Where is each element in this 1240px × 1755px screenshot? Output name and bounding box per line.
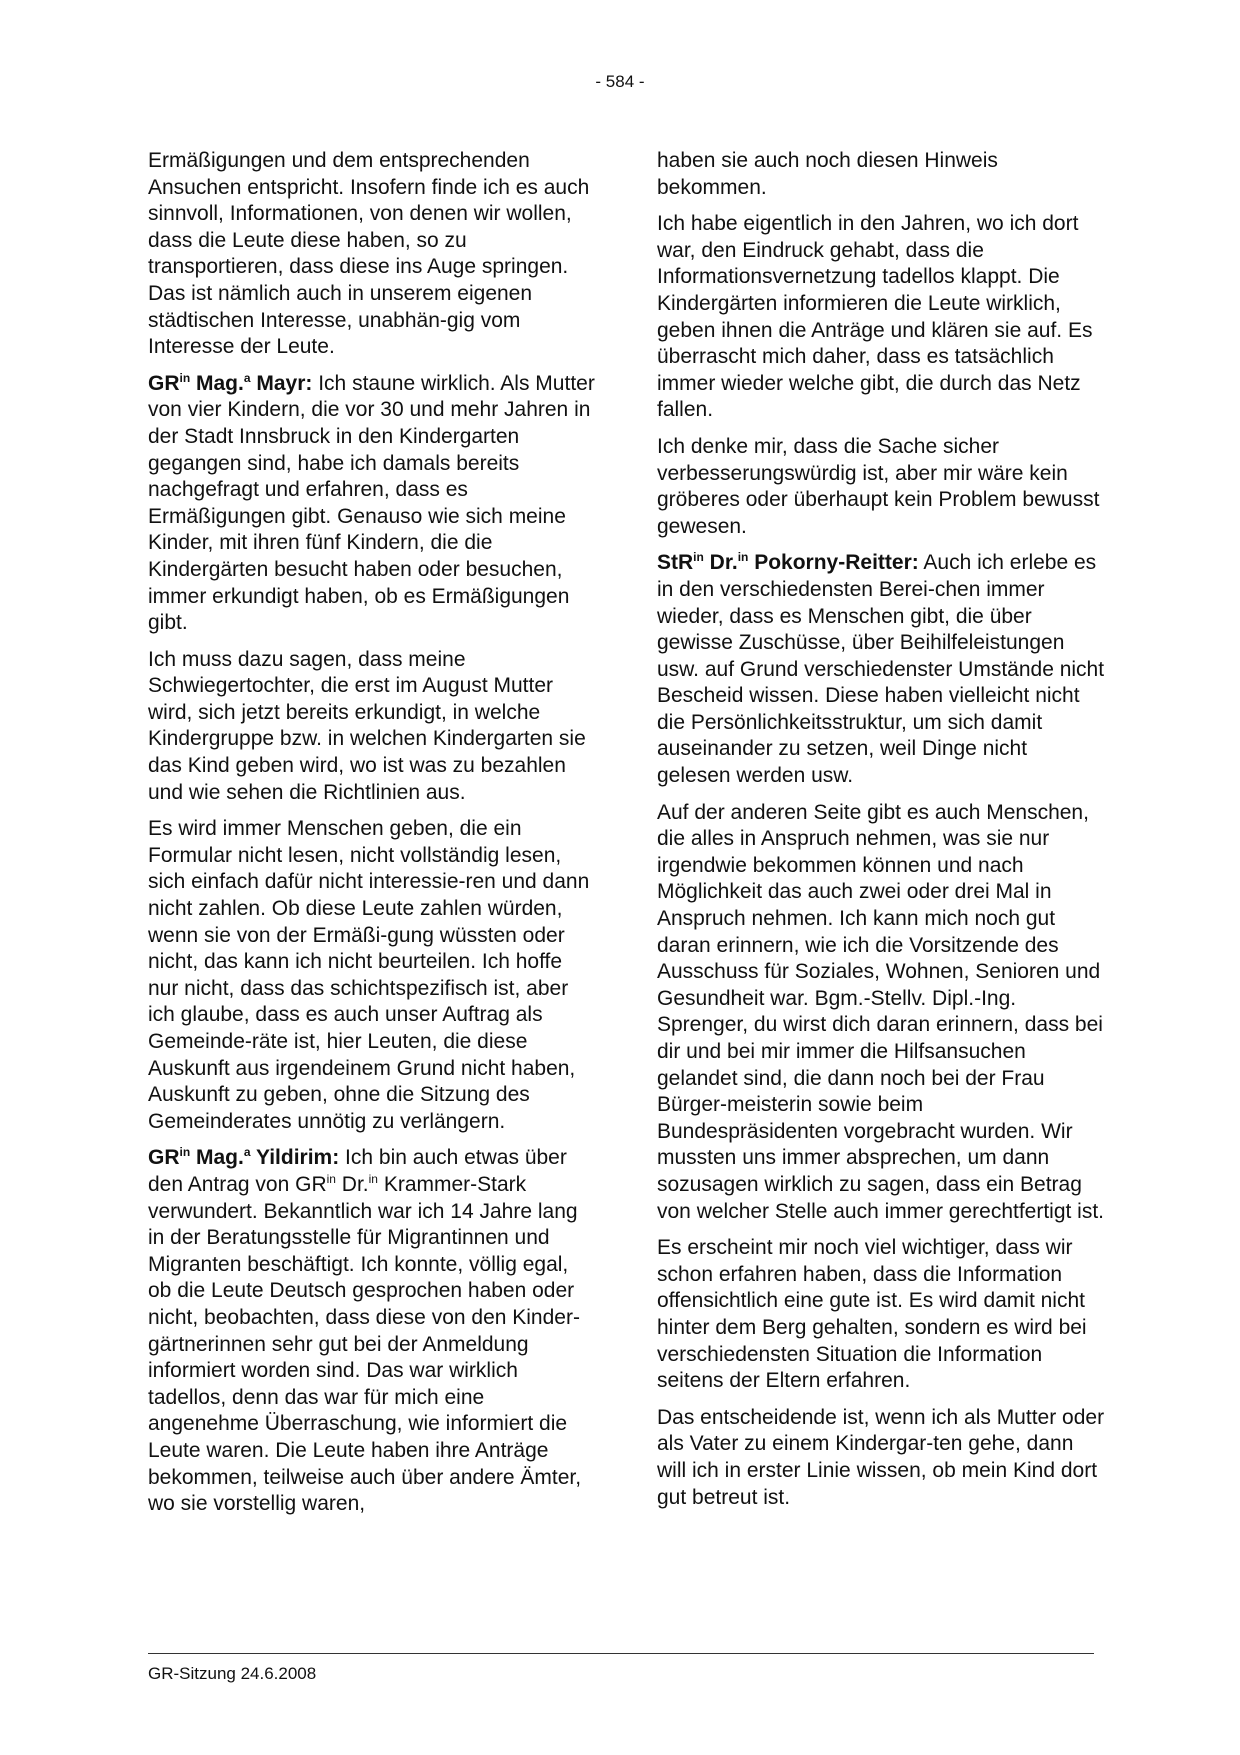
paragraph: Ermäßigungen und dem entsprechenden Ansuchen entspricht. Insofern finde ich es auch sinnvoll, Informationen, von denen wir wollen, dass die Leute diese haben, so zu transportieren, dass diese ins Auge springen. Das ist nämlich auch in unserem eigenen städtischen Interesse, unabhän-gig vom Interesse der Leute.: [148, 149, 590, 359]
left-column: [148, 148, 596, 1528]
speech-text: Auch ich erlebe es in den verschiedensten Berei-chen immer wieder, dass es Menschen gibt, die über gewisse Zuschüsse, über Beihilfeleistungen usw. auf Grund verschiedenster Umstände nicht Bescheid wissen. Diese haben vielleicht nicht die Persönlichkeitsstruktur, um sich damit auseinander zu setzen, weil Dinge nicht gelesen werden usw.: [657, 551, 1105, 788]
speech-text: Ich staune wirklich. Als Mutter von vier Kindern, die vor 30 und mehr Jahren in der Stadt Innsbruck in den Kindergarten gegangen sind, habe ich damals bereits nachgefragt und erfahren, dass es Ermäßigungen gibt. Genauso wie sich meine Kinder, mit ihren fünf Kindern, die die Kindergärten besucht haben oder besuchen, immer erkundigt haben, ob es Ermäßigungen gibt.: [148, 371, 595, 635]
paragraph: Ich denke mir, dass die Sache sicher verbesserungswürdig ist, aber mir wäre kein gröberes oder überhaupt kein Problem bewusst gewesen.: [657, 434, 1100, 538]
speech-text: Ich bin auch etwas über den Antrag von $GR^{in}$ Dr.$^{in}$ Krammer-Stark verwundert. Bekanntlich war ich 14 Jahre lang in der Beratungsstelle für Migrantinnen und Migranten beschäftigt. Ich konnte, völlig egal, ob die Leute Deutsch gesprochen haben oder nicht, beobachten, dass diese von den Kinder-gärtnerinnen sehr gut bei der Anmeldung informiert worden sind. Das war wirklich tadellos, denn das war für mich eine angenehme Überraschung, wie informiert die Leute waren. Die Leute haben ihre Anträge bekommen, teilweise auch über andere Ämter, wo sie vorstellig waren,: [148, 1146, 582, 1516]
paragraph: Das entscheidende ist, wenn ich als Mutter oder als Vater zu einem Kindergar-ten gehe, dann will ich in erster Linie wissen, ob mein Kind dort gut betreut ist.: [657, 1405, 1105, 1509]
paragraph: Ich muss dazu sagen, dass meine Schwiegertochter, die erst im August Mutter wird, sich jetzt bereits erkundigt, in welche Kindergruppe bzw. in welchen Kindergarten sie das Kind geben wird, wo ist was zu bezahlen und wie sehen die Richtlinien aus.: [148, 647, 586, 804]
speaker-name: $GR^{in}$ Mag.$^a$ Mayr:: [148, 370, 313, 395]
right-column: [657, 148, 1105, 1521]
footer-session-label: GR-Sitzung 24.6.2008: [148, 1664, 317, 1683]
paragraph-speaker-mayr: [148, 371, 596, 637]
paragraph: Ich habe eigentlich in den Jahren, wo ich dort war, den Eindruck gehabt, dass die Informationsvernetzung tadellos klappt. Die Kindergärten informieren die Leute wirklich, geben ihnen die Anträge und klären sie auf. Es überrascht mich daher, dass es tatsächlich immer wieder welche gibt, die durch das Netz fallen.: [657, 212, 1093, 422]
paragraph: Auf der anderen Seite gibt es auch Menschen, die alles in Anspruch nehmen, was sie nur irgendwie bekommen können und nach Möglichkeit das auch zwei oder drei Mal in Anspruch nehmen. Ich kann mich noch gut daran erinnern, wie ich die Vorsitzende des Ausschuss für Soziales, Wohnen, Senioren und Gesundheit war. Bgm.-Stellv. Dipl.-Ing. Sprenger, du wirst dich daran erinnern, dass bei dir und bei mir immer die Hilfsansuchen gelandet sind, die dann noch bei der Frau Bürger-meisterin sowie beim Bundespräsidenten vorgebracht wurden. Wir mussten uns immer absprechen, um dann sozusagen wirklich zu sagen, dass ein Betrag von welcher Stelle auch immer gerechtfertigt ist.: [657, 800, 1105, 1223]
paragraph-speaker-pokorny-reitter: [657, 550, 1105, 789]
paragraph: Es erscheint mir noch viel wichtiger, dass wir schon erfahren haben, dass die Information offensichtlich eine gute ist. Es wird damit nicht hinter dem Berg gehalten, sondern es wird bei verschiedensten Situation die Information seitens der Eltern erfahren.: [657, 1236, 1087, 1393]
paragraph: Es wird immer Menschen geben, die ein Formular nicht lesen, nicht vollständig lesen, sich einfach dafür nicht interessie-ren und dann nicht zahlen. Ob diese Leute zahlen würden, wenn sie von der Ermäßi-gung wüssten oder nicht, das kann ich nicht beurteilen. Ich hoffe nur nicht, dass das schichtspezifisch ist, aber ich glaube, dass es auch unser Auftrag als Gemeinde-räte ist, hier Leuten, die diese Auskunft aus irgendeinem Grund nicht haben, Auskunft zu geben, ohne die Sitzung des Gemeinderates unnötig zu verlängern.: [148, 817, 590, 1133]
paragraph: haben sie auch noch diesen Hinweis bekommen.: [657, 149, 998, 199]
paragraph-speaker-yildirim: [148, 1145, 596, 1517]
footer-divider: [148, 1653, 1094, 1654]
speaker-name: $GR^{in}$ Mag.$^a$ Yildirim:: [148, 1145, 340, 1170]
speaker-name: StR$^{in}$ Dr.$^{in}$ Pokorny-Reitter:: [657, 550, 919, 575]
page-number: - 584 -: [595, 72, 645, 91]
